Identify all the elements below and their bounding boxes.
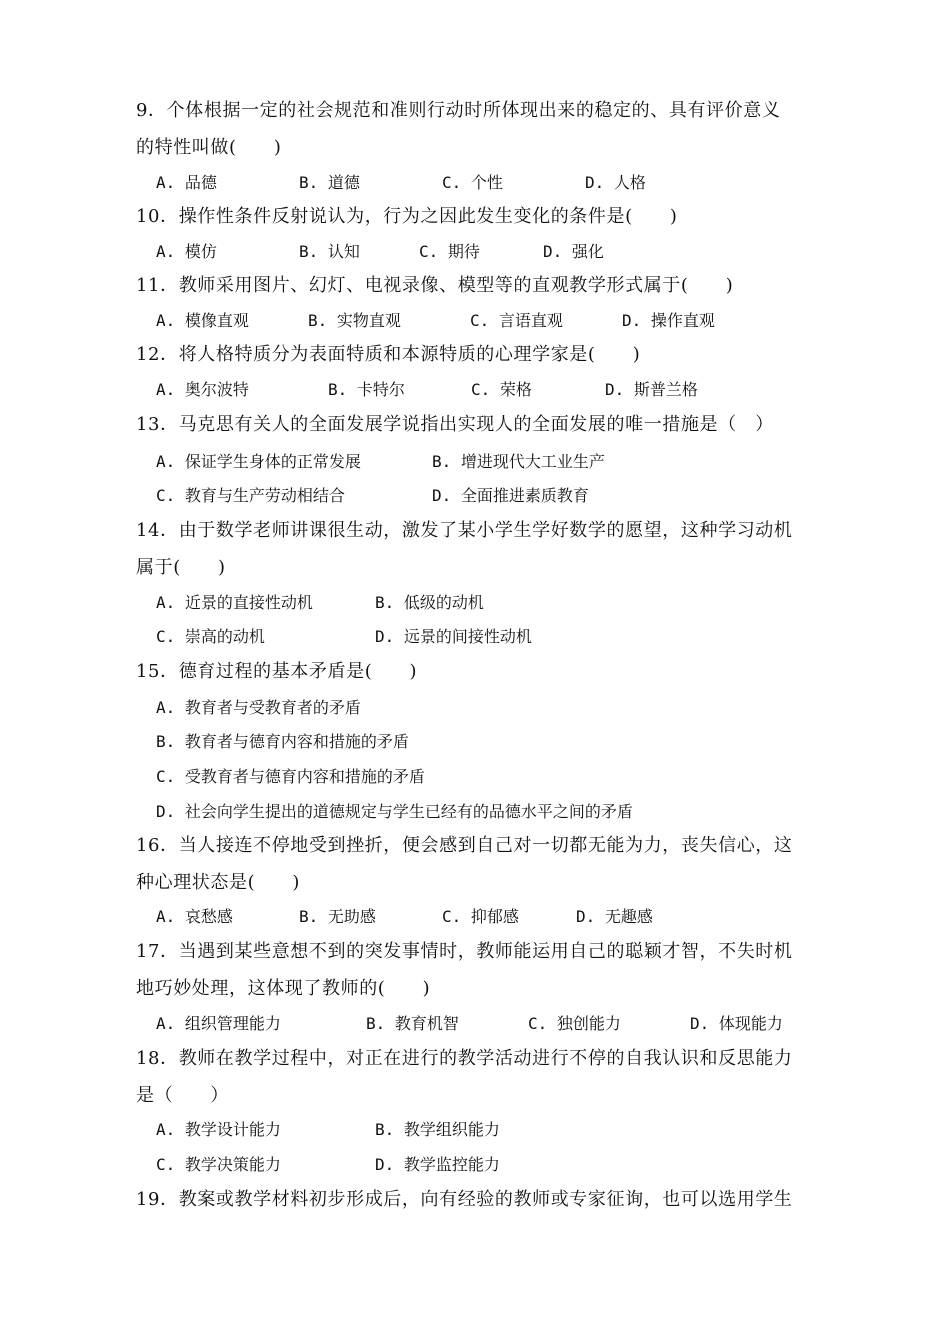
option-b: B. 实物直观	[308, 311, 401, 330]
option-a: A. 模仿	[156, 242, 217, 261]
question-17-stem-line-2: 地巧妙处理，这体现了教师的( )	[136, 978, 431, 999]
question-18-stem-line-2: 是（ ）	[136, 1085, 229, 1106]
option-c: C. 荣格	[471, 380, 532, 399]
question-15-option-d: D. 社会向学生提出的道德规定与学生已经有的品德水平之间的矛盾	[156, 802, 633, 821]
option-c: C. 独创能力	[528, 1014, 621, 1033]
question-9-stem-line-2: 的特性叫做( )	[136, 137, 282, 158]
question-14-options-row-1	[156, 590, 484, 616]
question-18-options-row-1	[156, 1117, 500, 1143]
question-15-option-b: B. 教育者与德育内容和措施的矛盾	[156, 732, 409, 751]
option-b: B. 卡特尔	[328, 380, 405, 399]
question-15-option-a: A. 教育者与受教育者的矛盾	[156, 698, 361, 717]
option-d: D. 人格	[585, 173, 646, 192]
question-14-options-row-2	[156, 624, 532, 650]
question-13-stem: 13．马克思有关人的全面发展学说指出实现人的全面发展的唯一措施是（ ）	[136, 414, 774, 435]
question-16-stem-line-2: 种心理状态是( )	[136, 872, 301, 893]
option-a: A. 组织管理能力	[156, 1014, 281, 1033]
option-c: C. 个性	[442, 173, 503, 192]
option-c: C. 教育与生产劳动相结合	[156, 486, 345, 505]
option-d: D. 远景的间接性动机	[375, 627, 532, 646]
option-b: B. 增进现代大工业生产	[432, 452, 605, 471]
option-c: C. 抑郁感	[442, 907, 519, 926]
question-9-stem-line-1: 9．个体根据一定的社会规范和准则行动时所体现出来的稳定的、具有评价意义	[136, 100, 781, 121]
option-a: A. 品德	[156, 173, 217, 192]
option-c: C. 崇高的动机	[156, 627, 265, 646]
question-11-options	[156, 308, 715, 334]
question-17-stem-line-1: 17．当遇到某些意想不到的突发事情时，教师能运用自己的聪颖才智，不失时机	[136, 941, 793, 962]
option-d: D. 教学监控能力	[375, 1155, 500, 1174]
question-11-stem: 11．教师采用图片、幻灯、电视录像、模型等的直观教学形式属于( )	[136, 275, 734, 296]
option-c: C. 言语直观	[470, 311, 563, 330]
option-a: A. 近景的直接性动机	[156, 593, 313, 612]
question-13-options-row-1	[156, 449, 605, 475]
question-17-options	[156, 1011, 783, 1037]
option-d: D. 全面推进素质教育	[432, 486, 589, 505]
question-16-options	[156, 904, 653, 930]
option-d: D. 斯普兰格	[605, 380, 698, 399]
question-10-options	[156, 239, 604, 265]
question-12-options	[156, 377, 698, 403]
question-14-stem-line-1: 14．由于数学老师讲课很生动，激发了某小学生学好数学的愿望，这种学习动机	[136, 520, 793, 541]
option-a: A. 模像直观	[156, 311, 249, 330]
question-9-options	[156, 170, 646, 196]
option-a: A. 哀愁感	[156, 907, 233, 926]
option-a: A. 教学设计能力	[156, 1120, 281, 1139]
question-18-stem-line-1: 18．教师在教学过程中，对正在进行的教学活动进行不停的自我认识和反思能力	[136, 1048, 793, 1069]
option-b: B. 无助感	[299, 907, 376, 926]
option-b: B. 教育机智	[366, 1014, 459, 1033]
option-c: C. 教学决策能力	[156, 1155, 281, 1174]
option-b: B. 低级的动机	[375, 593, 484, 612]
option-a: A. 保证学生身体的正常发展	[156, 452, 361, 471]
question-14-stem-line-2: 属于( )	[136, 557, 226, 578]
option-b: B. 道德	[299, 173, 360, 192]
question-19-stem: 19．教案或教学材料初步形成后，向有经验的教师或专家征询，也可以选用学生	[136, 1189, 793, 1210]
question-16-stem-line-1: 16．当人接连不停地受到挫折，便会感到自己对一切都无能为力，丧失信心，这	[136, 835, 793, 856]
question-18-options-row-2	[156, 1152, 500, 1178]
option-d: D. 操作直观	[622, 311, 715, 330]
option-d: D. 体现能力	[690, 1014, 783, 1033]
question-15-option-c: C. 受教育者与德育内容和措施的矛盾	[156, 767, 425, 786]
question-12-stem: 12．将人格特质分为表面特质和本源特质的心理学家是( )	[136, 344, 641, 365]
option-b: B. 认知	[299, 242, 360, 261]
question-15-stem: 15．德育过程的基本矛盾是( )	[136, 661, 418, 682]
question-13-options-row-2	[156, 483, 589, 509]
question-10-stem: 10．操作性条件反射说认为，行为之因此发生变化的条件是( )	[136, 206, 678, 227]
option-d: D. 强化	[543, 242, 604, 261]
option-d: D. 无趣感	[576, 907, 653, 926]
option-a: A. 奥尔波特	[156, 380, 249, 399]
option-c: C. 期待	[419, 242, 480, 261]
option-b: B. 教学组织能力	[375, 1120, 500, 1139]
